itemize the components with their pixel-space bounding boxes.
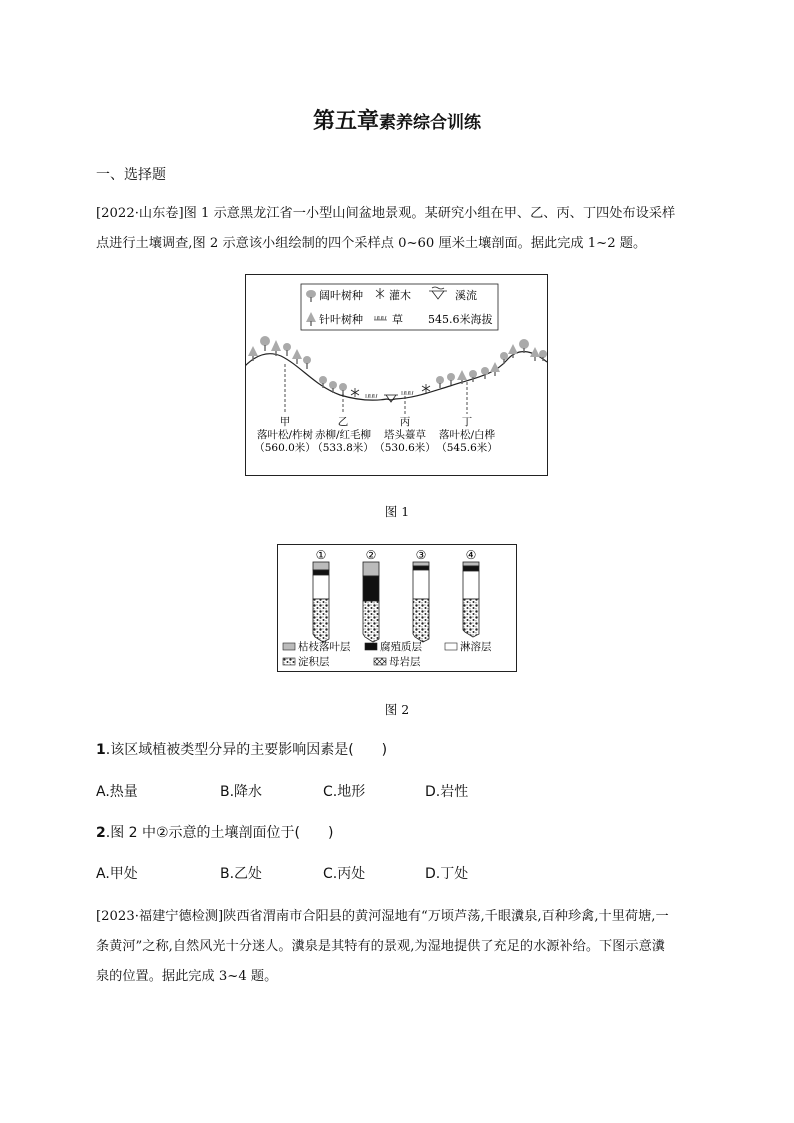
site-ding-name: 丁 — [461, 416, 473, 428]
question-2-text: .图 2 中②示意的土壤剖面位于( ) — [105, 825, 334, 841]
question-1-number: 1 — [96, 742, 106, 758]
question-2-option-a[interactable]: A.甲处 — [96, 866, 138, 882]
passage-2 — [96, 902, 700, 992]
profile-2-label: ② — [365, 548, 377, 562]
site-bing-plant: 塔头薹草 — [384, 429, 426, 441]
site-yi-plant: 赤柳/红毛柳 — [314, 429, 372, 441]
legend-eluvial-swatch — [445, 643, 457, 650]
question-1-option-d[interactable]: D.岩性 — [425, 784, 469, 800]
figure-1-landscape — [245, 274, 548, 477]
question-1-option-a[interactable]: A.热量 — [96, 784, 138, 800]
chapter-subtitle: 素养综合训练 — [379, 113, 481, 133]
legend-stream: 溪流 — [455, 289, 477, 302]
passage-1-line-2: 点进行土壤调查,图 2 示意该小组绘制的四个采样点 0~60 厘米土壤剖面。据此完成 1~2 题。 — [96, 236, 647, 251]
chapter-title: 第五章 — [312, 109, 379, 134]
profile-3-column — [413, 562, 429, 642]
legend-elevation: 545.6米海拔 — [428, 313, 493, 326]
question-1-option-b[interactable]: B.降水 — [220, 784, 263, 800]
passage-1 — [96, 199, 700, 259]
legend-sediment: 淀积层 — [298, 656, 330, 668]
legend-shrub: 灌木 — [389, 289, 411, 302]
profile-1-column — [313, 562, 329, 642]
legend-humus-swatch — [365, 643, 377, 650]
site-yi-name: 乙 — [337, 416, 349, 428]
question-2-option-d[interactable]: D.丁处 — [425, 866, 469, 882]
legend-conifer: 针叶树种 — [319, 313, 363, 326]
site-jia-plant: 落叶松/柞树 — [256, 429, 314, 441]
legend-humus: 腐殖质层 — [380, 641, 422, 653]
legend-sediment-swatch — [283, 658, 295, 665]
question-1 — [96, 739, 387, 759]
profile-3-label: ③ — [415, 548, 427, 562]
question-1-option-c[interactable]: C.地形 — [323, 784, 366, 800]
site-ding-altitude: （545.6米） — [436, 442, 498, 454]
profile-1-label: ① — [315, 548, 327, 562]
legend-broadleaf: 阔叶树种 — [319, 289, 363, 302]
passage-2-line-3: 泉的位置。据此完成 3~4 题。 — [96, 969, 278, 984]
question-2-option-b[interactable]: B.乙处 — [220, 866, 263, 882]
section-heading: 一、选择题 — [96, 167, 166, 183]
question-2-number: 2 — [96, 825, 106, 841]
passage-2-line-1: [2023·福建宁德检测]陕西省渭南市合阳县的黄河湿地有“万顷芦荡,千眼瀵泉,百种珍禽,十里荷塘,一 — [96, 909, 669, 924]
site-bing-altitude: （530.6米） — [374, 442, 436, 454]
legend-bedrock: 母岩层 — [389, 656, 421, 668]
legend-grass: 草 — [392, 313, 403, 326]
legend-eluvial: 淋溶层 — [460, 641, 492, 653]
question-2 — [96, 822, 333, 842]
legend-litter: 枯枝落叶层 — [298, 641, 351, 653]
page-title — [0, 104, 794, 135]
profile-2-column — [363, 562, 379, 642]
profile-4-label: ④ — [465, 548, 477, 562]
figure-1-caption: 图 1 — [384, 504, 410, 519]
site-jia-name: 甲 — [279, 416, 291, 428]
site-bing-name: 丙 — [399, 416, 411, 428]
site-yi-altitude: （533.8米） — [312, 442, 374, 454]
question-1-text: .该区域植被类型分异的主要影响因素是( ) — [105, 742, 388, 758]
figure-2-caption: 图 2 — [384, 702, 410, 717]
legend-bedrock-swatch — [374, 658, 386, 665]
figure-2-soil-profiles — [277, 544, 517, 673]
passage-2-line-2: 条黄河”之称,自然风光十分迷人。瀵泉是其特有的景观,为湿地提供了充足的水源补给。下图示意瀵 — [96, 939, 665, 954]
legend-litter-swatch — [283, 643, 295, 650]
site-jia-altitude: （560.0米） — [254, 442, 316, 454]
passage-1-line-1: [2022·山东卷]图 1 示意黑龙江省一小型山间盆地景观。某研究小组在甲、乙、丙、丁四处布设采样 — [96, 206, 676, 221]
question-2-option-c[interactable]: C.丙处 — [323, 866, 366, 882]
site-ding-plant: 落叶松/白桦 — [438, 429, 496, 441]
profile-4-column — [463, 562, 479, 637]
